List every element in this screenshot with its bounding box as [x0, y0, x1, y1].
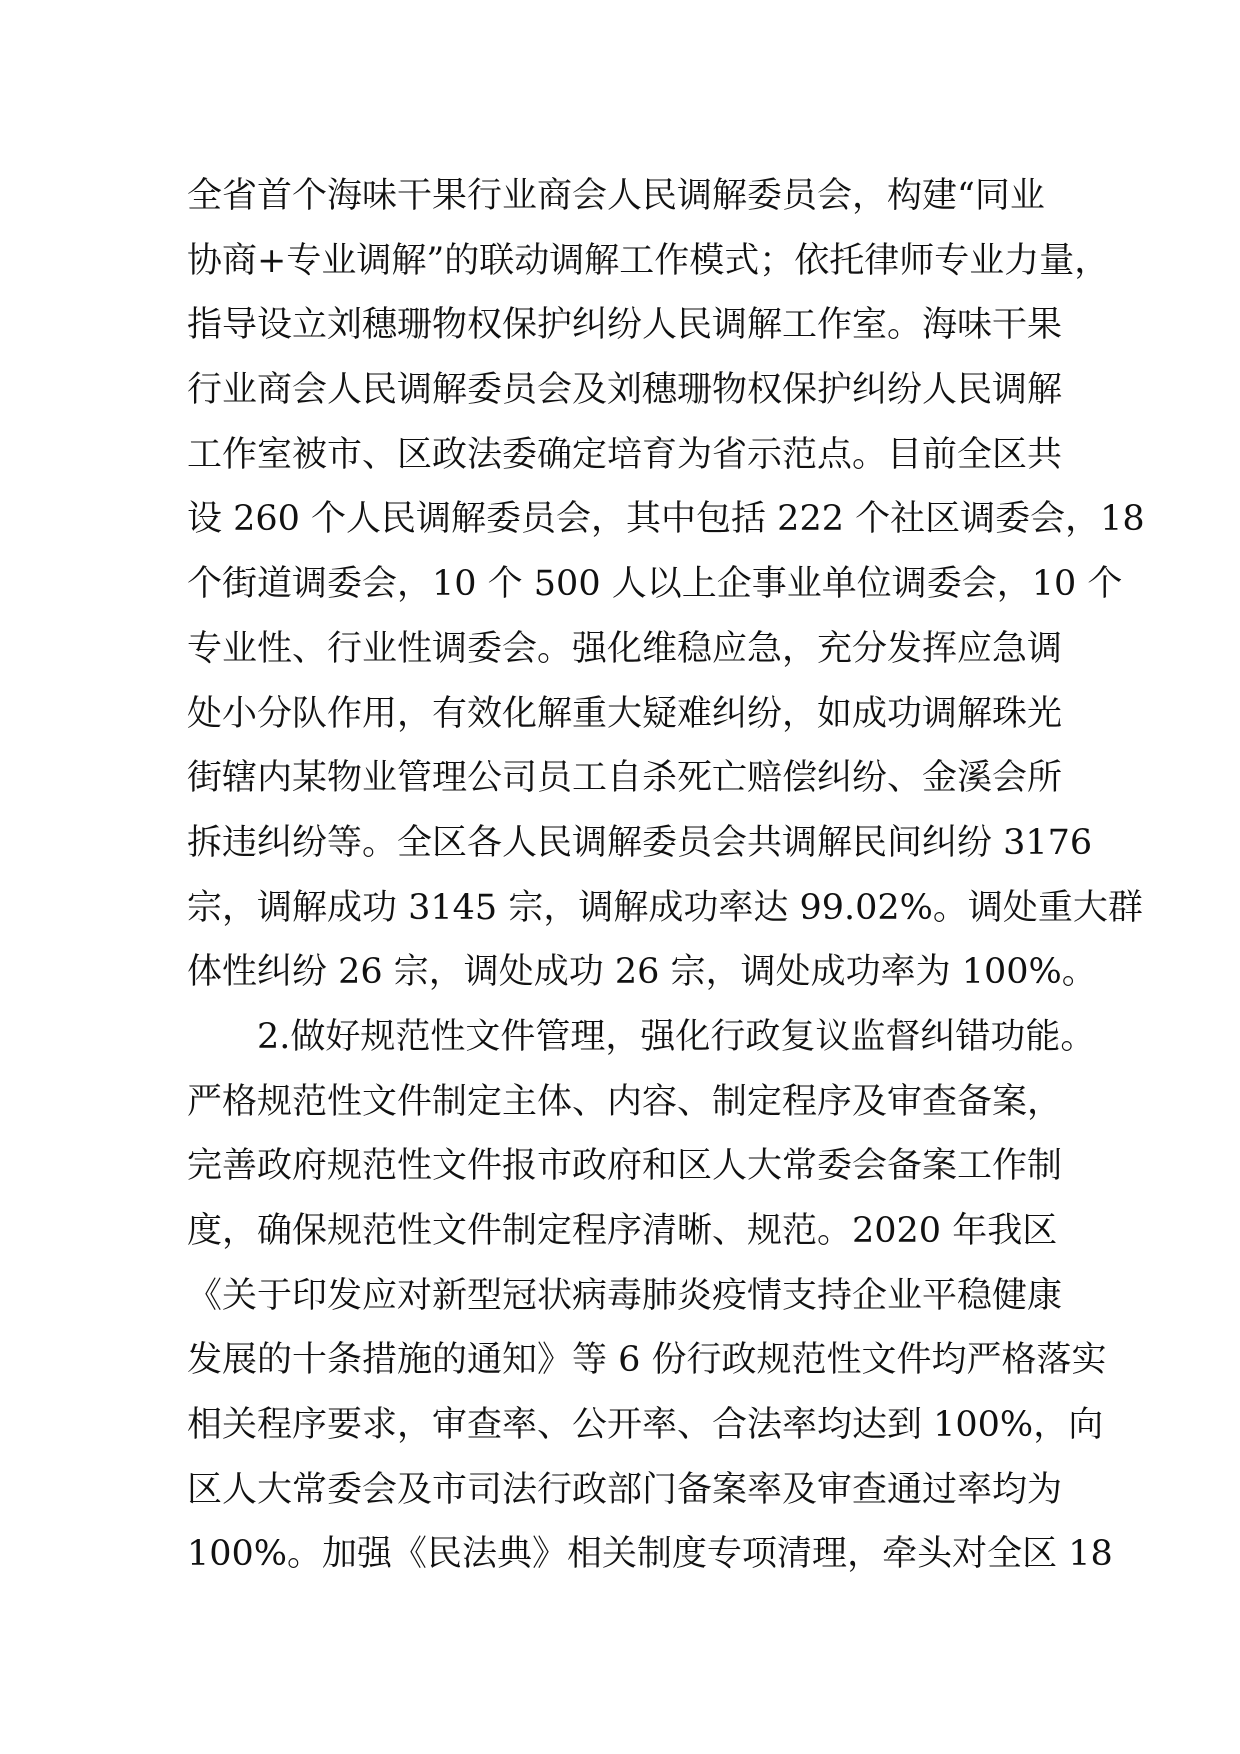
text-line: 设 260 个人民调解委员会，其中包括 222 个社区调委会，18 [187, 499, 1145, 540]
text-line: 协商+专业调解”的联动调解工作模式；依托律师专业力量， [187, 240, 1110, 281]
text-line: 发展的十条措施的通知》等 6 份行政规范性文件均严格落实 [187, 1340, 1107, 1381]
text-line: 体性纠纷 26 宗，调处成功 26 宗，调处成功率为 100%。 [187, 952, 1097, 993]
text-line: 行业商会人民调解委员会及刘穗珊物权保护纠纷人民调解 [187, 370, 1063, 411]
text-line: 宗，调解成功 3145 宗，调解成功率达 99.02%。调处重大群 [187, 887, 1143, 928]
text-line: 个街道调委会，10 个 500 人以上企事业单位调委会，10 个 [187, 564, 1123, 605]
text-line: 处小分队作用，有效化解重大疑难纠纷，如成功调解珠光 [187, 693, 1063, 734]
text-line: 相关程序要求，审查率、公开率、合法率均达到 100%，向 [187, 1405, 1104, 1446]
text-line: 区人大常委会及市司法行政部门备案率及审查通过率均为 [187, 1469, 1063, 1510]
text-line: 指导设立刘穗珊物权保护纠纷人民调解工作室。海味干果 [187, 305, 1063, 346]
document-body [187, 164, 1145, 1587]
text-line: 专业性、行业性调委会。强化维稳应急，充分发挥应急调 [187, 628, 1063, 669]
text-line: 街辖内某物业管理公司员工自杀死亡赔偿纠纷、金溪会所 [187, 758, 1063, 799]
text-line: 工作室被市、区政法委确定培育为省示范点。目前全区共 [187, 434, 1063, 475]
text-line: 拆违纠纷等。全区各人民调解委员会共调解民间纠纷 3176 [187, 822, 1093, 863]
text-line: 《关于印发应对新型冠状病毒肺炎疫情支持企业平稳健康 [187, 1275, 1063, 1316]
section-heading-line: 2.做好规范性文件管理，强化行政复议监督纠错功能。 [257, 1016, 1096, 1057]
text-line: 全省首个海味干果行业商会人民调解委员会，构建“同业 [187, 176, 1045, 216]
text-line: 完善政府规范性文件报市政府和区人大常委会备案工作制 [187, 1146, 1063, 1187]
text-line: 度，确保规范性文件制定程序清晰、规范。2020 年我区 [187, 1211, 1058, 1251]
text-line: 100%。加强《民法典》相关制度专项清理，牵头对全区 18 [187, 1534, 1113, 1575]
text-line: 严格规范性文件制定主体、内容、制定程序及审查备案， [187, 1081, 1063, 1122]
